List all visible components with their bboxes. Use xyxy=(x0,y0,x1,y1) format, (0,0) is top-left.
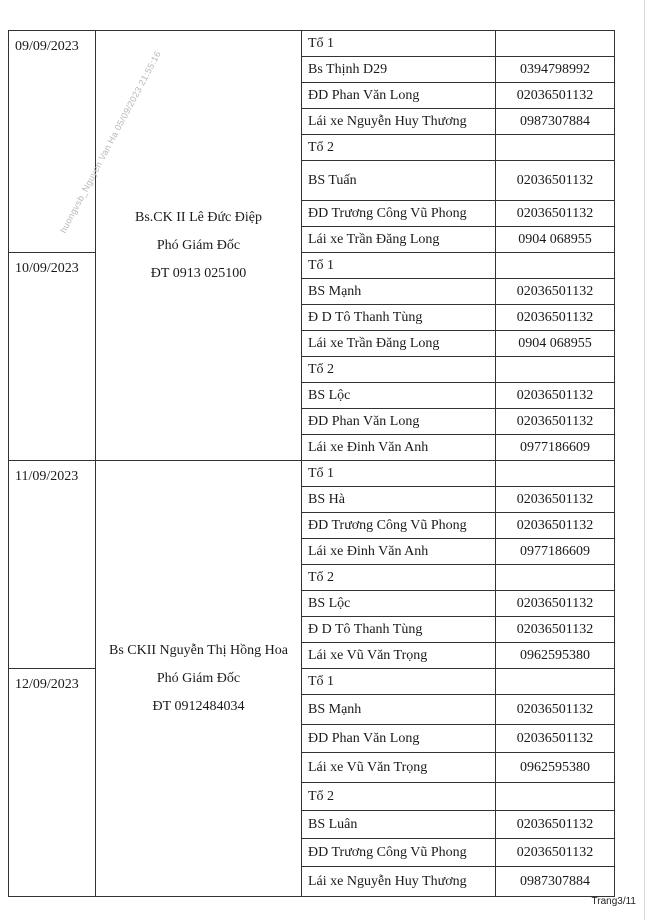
table-row xyxy=(9,461,615,487)
phone-cell: 02036501132 xyxy=(496,305,615,331)
team-label: Tổ 2 xyxy=(302,135,496,161)
phone-cell: 02036501132 xyxy=(496,487,615,513)
phone-cell xyxy=(496,31,615,57)
team-label: Tổ 2 xyxy=(302,357,496,383)
phone-cell: 02036501132 xyxy=(496,725,615,753)
phone-cell: 0962595380 xyxy=(496,753,615,783)
team-label: Tổ 1 xyxy=(302,31,496,57)
phone-cell: 02036501132 xyxy=(496,83,615,109)
phone-cell: 02036501132 xyxy=(496,383,615,409)
phone-cell: 02036501132 xyxy=(496,811,615,839)
member-name: Lái xe Đinh Văn Anh xyxy=(302,435,496,461)
phone-cell xyxy=(496,565,615,591)
leader-cell xyxy=(96,31,302,461)
member-name: BS Lộc xyxy=(302,383,496,409)
phone-cell: 02036501132 xyxy=(496,409,615,435)
leader-name: Bs CKII Nguyễn Thị Hồng Hoa xyxy=(108,642,288,658)
member-name: Lái xe Vũ Văn Trọng xyxy=(302,753,496,783)
phone-cell: 02036501132 xyxy=(496,161,615,201)
table-row xyxy=(9,31,615,57)
phone-cell: 02036501132 xyxy=(496,201,615,227)
member-name: Lái xe Nguyễn Huy Thương xyxy=(302,867,496,897)
phone-cell: 0987307884 xyxy=(496,867,615,897)
leader-name: Bs.CK II Lê Đức Điệp xyxy=(135,209,262,225)
leader-phone: ĐT 0913 025100 xyxy=(150,265,247,281)
phone-cell xyxy=(496,669,615,695)
member-name: Lái xe Nguyễn Huy Thương xyxy=(302,109,496,135)
team-label: Tổ 1 xyxy=(302,669,496,695)
member-name: ĐD Trương Công Vũ Phong xyxy=(302,201,496,227)
member-name: Lái xe Trần Đăng Long xyxy=(302,227,496,253)
member-name: Đ D Tô Thanh Tùng xyxy=(302,305,496,331)
team-label: Tổ 2 xyxy=(302,783,496,811)
digital-signature-watermark: huongvsb_Nguyen Van Ha 05/09/2023 21:55:16 xyxy=(58,49,163,235)
member-name: Lái xe Trần Đăng Long xyxy=(302,331,496,357)
date-cell: 11/09/2023 xyxy=(9,461,96,669)
date-cell: 12/09/2023 xyxy=(9,669,96,897)
member-name: ĐD Phan Văn Long xyxy=(302,725,496,753)
phone-cell: 02036501132 xyxy=(496,279,615,305)
phone-cell: 02036501132 xyxy=(496,617,615,643)
member-name: Đ D Tô Thanh Tùng xyxy=(302,617,496,643)
member-name: ĐD Trương Công Vũ Phong xyxy=(302,513,496,539)
phone-cell: 02036501132 xyxy=(496,695,615,725)
leader-title: Phó Giám Đốc xyxy=(156,237,241,253)
member-name: BS Lộc xyxy=(302,591,496,617)
phone-cell xyxy=(496,135,615,161)
date-cell: 10/09/2023 xyxy=(9,253,96,461)
member-name: ĐD Phan Văn Long xyxy=(302,83,496,109)
phone-cell: 02036501132 xyxy=(496,839,615,867)
leader-title: Phó Giám Đốc xyxy=(156,670,241,686)
phone-cell xyxy=(496,253,615,279)
phone-cell: 0977186609 xyxy=(496,539,615,565)
phone-cell: 02036501132 xyxy=(496,591,615,617)
phone-cell: 0977186609 xyxy=(496,435,615,461)
phone-cell: 0962595380 xyxy=(496,643,615,669)
member-name: BS Mạnh xyxy=(302,695,496,725)
date-cell: 09/09/2023 xyxy=(9,31,96,253)
team-label: Tổ 1 xyxy=(302,461,496,487)
phone-cell xyxy=(496,357,615,383)
page-number: Trang3/11 xyxy=(591,896,636,907)
member-name: Lái xe Đinh Văn Anh xyxy=(302,539,496,565)
member-name: BS Mạnh xyxy=(302,279,496,305)
member-name: Bs Thịnh D29 xyxy=(302,57,496,83)
phone-cell: 0394798992 xyxy=(496,57,615,83)
phone-cell: 02036501132 xyxy=(496,513,615,539)
member-name: ĐD Phan Văn Long xyxy=(302,409,496,435)
phone-cell: 0904 068955 xyxy=(496,331,615,357)
team-label: Tổ 1 xyxy=(302,253,496,279)
member-name: BS Tuấn xyxy=(302,161,496,201)
member-name: Lái xe Vũ Văn Trọng xyxy=(302,643,496,669)
phone-cell xyxy=(496,783,615,811)
scan-edge-rule xyxy=(644,0,645,920)
member-name: BS Luân xyxy=(302,811,496,839)
phone-cell: 0987307884 xyxy=(496,109,615,135)
team-label: Tổ 2 xyxy=(302,565,496,591)
phone-cell xyxy=(496,461,615,487)
member-name: ĐD Trương Công Vũ Phong xyxy=(302,839,496,867)
leader-cell xyxy=(96,461,302,897)
phone-cell: 0904 068955 xyxy=(496,227,615,253)
member-name: BS Hà xyxy=(302,487,496,513)
leader-phone: ĐT 0912484034 xyxy=(152,698,245,714)
